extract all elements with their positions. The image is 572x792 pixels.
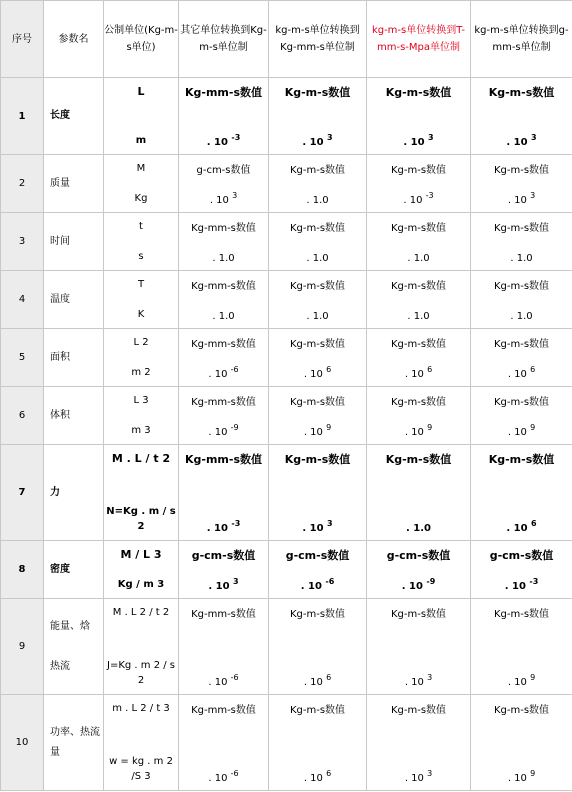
unit-name: K: [137, 309, 145, 320]
conversion-factor: . 10 $^{-6}$: [208, 673, 239, 688]
param-name: 温度: [44, 271, 104, 329]
param-name: 时间: [44, 213, 104, 271]
source-unit-label: Kg-m-s数值: [493, 705, 550, 716]
param-name: 质量: [44, 155, 104, 213]
conversion-factor: . 10 $^3$: [507, 191, 536, 206]
param-name: 力: [44, 445, 104, 541]
header-other: 其它单位转换到Kg-m-s单位制: [179, 1, 269, 78]
conversion-cell: [367, 78, 471, 155]
exponent: 6: [326, 365, 332, 374]
param-name: 功率、热流量: [44, 695, 104, 791]
si-unit: [104, 445, 179, 541]
row-index: 3: [1, 213, 44, 271]
unit-name: J=Kg . m 2 / s 2: [107, 660, 175, 686]
conversion-cell: [269, 695, 367, 791]
exponent: -9: [426, 577, 436, 586]
conversion-cell: [269, 213, 367, 271]
source-unit-label: g-cm-s数值: [489, 549, 554, 562]
source-unit-label: Kg-m-s数值: [390, 281, 447, 292]
header-row: [1, 1, 572, 78]
source-unit-label: Kg-mm-s数值: [185, 453, 262, 466]
unit-name: m: [135, 135, 147, 146]
exponent: 9: [427, 423, 433, 432]
conversion-factor: . 1.0: [406, 523, 431, 534]
header-gmms: kg-m-s单位转换到g-mm-s单位制: [471, 1, 572, 78]
conversion-factor: . 10 $^{-3}$: [206, 519, 241, 534]
source-unit-label: Kg-m-s数值: [289, 705, 346, 716]
table-row: [1, 155, 572, 213]
conversion-factor: . 10 $^9$: [507, 673, 536, 688]
unit-name: m 2: [131, 367, 151, 378]
conversion-cell: [269, 599, 367, 695]
conversion-cell: [367, 271, 471, 329]
conversion-factor: . 10 $^9$: [507, 423, 536, 438]
source-unit-label: Kg-mm-s数值: [191, 397, 256, 408]
unit-symbol: L 3: [133, 395, 149, 406]
table-row: [1, 541, 572, 599]
source-unit-label: Kg-m-s数值: [493, 339, 550, 350]
si-unit: [104, 271, 179, 329]
exponent: -3: [231, 133, 241, 142]
conversion-factor: . 10 $^3$: [404, 673, 433, 688]
exponent: -6: [230, 673, 239, 682]
exponent: 3: [427, 769, 433, 778]
source-unit-label: Kg-mm-s数值: [191, 281, 256, 292]
conversion-cell: [471, 329, 572, 387]
conversion-cell: [269, 387, 367, 445]
exponent: -6: [230, 769, 239, 778]
row-index: 4: [1, 271, 44, 329]
conversion-cell: [367, 155, 471, 213]
row-index: 5: [1, 329, 44, 387]
si-unit: [104, 695, 179, 791]
conversion-cell: [471, 695, 572, 791]
conversion-factor: . 10 $^9$: [303, 423, 332, 438]
exponent: 9: [530, 769, 536, 778]
source-unit-label: Kg-m-s数值: [488, 453, 555, 466]
unit-name: N=Kg . m / s 2: [106, 506, 176, 532]
exponent: 6: [326, 769, 332, 778]
conversion-factor: . 10 $^6$: [303, 365, 332, 380]
conversion-cell: [367, 695, 471, 791]
conversion-factor: . 10 $^6$: [404, 365, 433, 380]
exponent: 3: [233, 577, 239, 586]
conversion-cell: [471, 155, 572, 213]
si-unit: [104, 387, 179, 445]
source-unit-label: Kg-mm-s数值: [191, 339, 256, 350]
conversion-factor: . 10 $^{-3}$: [504, 577, 539, 592]
header-si-unit: 公制单位(Kg-m-s单位): [104, 1, 179, 78]
unit-symbol: m . L 2 / t 3: [112, 703, 170, 714]
source-unit-label: g-cm-s数值: [386, 549, 451, 562]
source-unit-label: Kg-m-s数值: [284, 86, 351, 99]
exponent: 6: [531, 519, 537, 528]
unit-symbol: M . L / t 2: [111, 452, 171, 465]
conversion-cell: [179, 445, 269, 541]
conversion-factor: . 10 $^{-9}$: [401, 577, 436, 592]
conversion-cell: [269, 541, 367, 599]
unit-name: Kg / m 3: [117, 579, 165, 590]
header-param: 参数名: [44, 1, 104, 78]
exponent: 6: [427, 365, 433, 374]
param-name: 面积: [44, 329, 104, 387]
conversion-factor: . 1.0: [306, 253, 329, 264]
exponent: 9: [326, 423, 332, 432]
source-unit-label: g-cm-s数值: [285, 549, 350, 562]
unit-name: m 3: [131, 425, 151, 436]
row-index: 1: [1, 78, 44, 155]
exponent: 3: [327, 133, 333, 142]
source-unit-label: Kg-m-s数值: [385, 86, 452, 99]
conversion-factor: . 10 $^6$: [303, 673, 332, 688]
unit-name: s: [138, 251, 144, 262]
conversion-cell: [179, 599, 269, 695]
exponent: 3: [531, 133, 537, 142]
source-unit-label: Kg-mm-s数值: [191, 705, 256, 716]
row-index: 6: [1, 387, 44, 445]
unit-name: w = kg . m 2 /S 3: [109, 756, 173, 782]
si-unit: [104, 155, 179, 213]
source-unit-label: Kg-m-s数值: [390, 609, 447, 620]
source-unit-label: Kg-m-s数值: [493, 165, 550, 176]
exponent: -3: [231, 519, 241, 528]
conversion-cell: [269, 329, 367, 387]
conversion-factor: . 10 $^9$: [507, 769, 536, 784]
conversion-factor: . 10 $^{-6}$: [208, 365, 239, 380]
header-kgmms: kg-m-s单位转换到Kg-mm-s单位制: [269, 1, 367, 78]
source-unit-label: Kg-m-s数值: [385, 453, 452, 466]
table-row: [1, 599, 572, 695]
source-unit-label: Kg-m-s数值: [289, 165, 346, 176]
si-unit: [104, 329, 179, 387]
source-unit-label: Kg-mm-s数值: [191, 223, 256, 234]
conversion-cell: [179, 695, 269, 791]
unit-name: Kg: [134, 193, 148, 204]
conversion-factor: . 10 $^{-3}$: [206, 133, 241, 148]
exponent: -6: [230, 365, 239, 374]
si-unit: [104, 599, 179, 695]
source-unit-label: Kg-m-s数值: [390, 339, 447, 350]
source-unit-label: Kg-m-s数值: [488, 86, 555, 99]
conversion-cell: [179, 271, 269, 329]
unit-symbol: T: [137, 279, 145, 290]
conversion-cell: [367, 213, 471, 271]
source-unit-label: Kg-m-s数值: [390, 397, 447, 408]
exponent: 9: [530, 423, 536, 432]
exponent: -9: [230, 423, 239, 432]
source-unit-label: g-cm-s数值: [191, 549, 256, 562]
conversion-cell: [179, 387, 269, 445]
source-unit-label: Kg-m-s数值: [289, 339, 346, 350]
conversion-cell: [269, 271, 367, 329]
exponent: -3: [529, 577, 539, 586]
row-index: 9: [1, 599, 44, 695]
conversion-cell: [367, 387, 471, 445]
si-unit: [104, 541, 179, 599]
conversion-factor: . 10 $^{-3}$: [403, 191, 434, 206]
exponent: 6: [530, 365, 536, 374]
conversion-cell: [471, 78, 572, 155]
exponent: 3: [232, 191, 238, 200]
conversion-factor: . 10 $^3$: [506, 133, 537, 148]
exponent: -6: [325, 577, 335, 586]
conversion-cell: [269, 78, 367, 155]
unit-symbol: t: [139, 221, 143, 232]
conversion-cell: [269, 445, 367, 541]
source-unit-label: Kg-m-s数值: [493, 397, 550, 408]
conversion-cell: [367, 541, 471, 599]
conversion-cell: [367, 329, 471, 387]
conversion-factor: . 10 $^9$: [404, 423, 433, 438]
conversion-cell: [471, 541, 572, 599]
exponent: 9: [530, 673, 536, 682]
conversion-factor: . 10 $^{-6}$: [300, 577, 335, 592]
conversion-cell: [179, 541, 269, 599]
table-row: [1, 445, 572, 541]
conversion-factor: . 10 $^3$: [208, 577, 239, 592]
unit-symbol: M: [136, 163, 146, 174]
source-unit-label: Kg-m-s数值: [390, 165, 447, 176]
source-unit-label: Kg-m-s数值: [493, 281, 550, 292]
conversion-cell: [471, 213, 572, 271]
conversion-factor: . 10 $^3$: [403, 133, 434, 148]
conversion-cell: [179, 329, 269, 387]
table-row: [1, 213, 572, 271]
param-name: 密度: [44, 541, 104, 599]
conversion-factor: . 1.0: [212, 253, 235, 264]
source-unit-label: Kg-m-s数值: [390, 223, 447, 234]
conversion-factor: . 10 $^3$: [404, 769, 433, 784]
unit-symbol: M / L 3: [120, 548, 162, 561]
conversion-cell: [269, 155, 367, 213]
conversion-cell: [179, 213, 269, 271]
conversion-factor: . 1.0: [212, 311, 235, 322]
conversion-cell: [367, 445, 471, 541]
source-unit-label: Kg-m-s数值: [493, 609, 550, 620]
si-unit: [104, 213, 179, 271]
conversion-factor: . 10 $^6$: [506, 519, 537, 534]
conversion-factor: . 1.0: [306, 195, 329, 206]
source-unit-label: Kg-m-s数值: [493, 223, 550, 234]
conversion-cell: [179, 155, 269, 213]
exponent: 6: [326, 673, 332, 682]
source-unit-label: Kg-m-s数值: [289, 609, 346, 620]
header-index: 序号: [1, 1, 44, 78]
si-unit: [104, 78, 179, 155]
conversion-factor: . 10 $^3$: [302, 519, 333, 534]
source-unit-label: Kg-m-s数值: [390, 705, 447, 716]
conversion-factor: . 1.0: [407, 253, 430, 264]
conversion-factor: . 1.0: [407, 311, 430, 322]
conversion-factor: . 10 $^3$: [302, 133, 333, 148]
conversion-cell: [471, 271, 572, 329]
exponent: 3: [327, 519, 333, 528]
table-row: [1, 387, 572, 445]
row-index: 7: [1, 445, 44, 541]
source-unit-label: Kg-mm-s数值: [185, 86, 262, 99]
row-index: 2: [1, 155, 44, 213]
conversion-cell: [471, 387, 572, 445]
conversion-cell: [471, 445, 572, 541]
table-row: [1, 78, 572, 155]
conversion-cell: [179, 78, 269, 155]
unit-symbol: M . L 2 / t 2: [112, 607, 170, 618]
source-unit-label: Kg-mm-s数值: [191, 609, 256, 620]
table-row: [1, 695, 572, 791]
unit-symbol: L: [137, 85, 145, 98]
conversion-cell: [367, 599, 471, 695]
row-index: 10: [1, 695, 44, 791]
conversion-cell: [471, 599, 572, 695]
source-unit-label: Kg-m-s数值: [289, 397, 346, 408]
param-name: 长度: [44, 78, 104, 155]
source-unit-label: Kg-m-s数值: [284, 453, 351, 466]
source-unit-label: Kg-m-s数值: [289, 223, 346, 234]
table-row: [1, 271, 572, 329]
param-name: 体积: [44, 387, 104, 445]
table-row: [1, 329, 572, 387]
row-index: 8: [1, 541, 44, 599]
source-unit-label: g-cm-s数值: [196, 165, 251, 176]
conversion-factor: . 10 $^6$: [507, 365, 536, 380]
conversion-factor: . 10 $^{-9}$: [208, 423, 239, 438]
exponent: 3: [530, 191, 536, 200]
conversion-factor: . 10 $^3$: [209, 191, 238, 206]
param-name: 能量、焓 热流: [44, 599, 104, 695]
header-tmms: kg-m-s单位转换到T-mm-s-Mpa单位制: [367, 1, 471, 78]
conversion-factor: . 1.0: [306, 311, 329, 322]
exponent: -3: [425, 191, 434, 200]
exponent: 3: [427, 673, 433, 682]
source-unit-label: Kg-m-s数值: [289, 281, 346, 292]
unit-symbol: L 2: [133, 337, 149, 348]
conversion-factor: . 1.0: [510, 253, 533, 264]
conversion-factor: . 1.0: [510, 311, 533, 322]
exponent: 3: [428, 133, 434, 142]
conversion-factor: . 10 $^{-6}$: [208, 769, 239, 784]
conversion-factor: . 10 $^6$: [303, 769, 332, 784]
